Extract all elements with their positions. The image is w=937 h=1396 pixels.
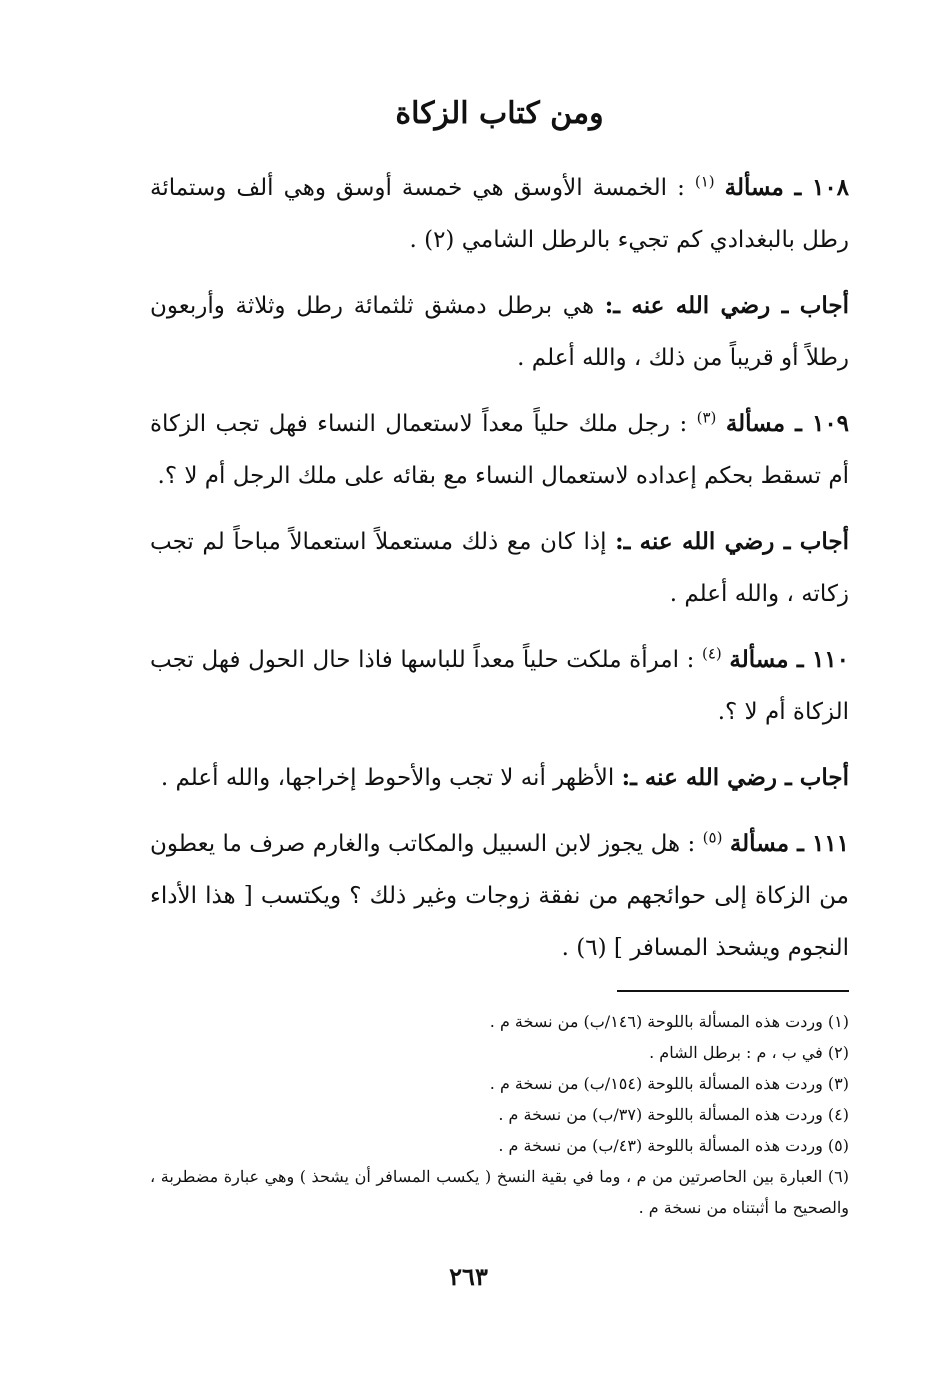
footnote-reference: (٥): [702, 828, 723, 847]
paragraph-answer-110: [150, 752, 849, 804]
chapter-title: ومن كتاب الزكاة: [395, 96, 604, 131]
paragraph-text: : رجل ملك حلياً معداً لاستعمال النساء فهل تجب الزكاة أم تسقط بحكم إعداده لاستعمال النساء مع بقائه على ملك الرجل أم لا ؟.: [150, 411, 849, 489]
footnote-reference: (٤): [701, 644, 722, 663]
paragraph-issue-108: [150, 162, 849, 266]
paragraph-text: : امرأة ملكت حلياً معداً للباسها فاذا حال الحول فهل تجب الزكاة أم لا ؟.: [150, 647, 849, 725]
paragraph-lead: أجاب ـ رضي الله عنه ـ:: [615, 528, 850, 555]
footnote-4: (٤) وردت هذه المسألة باللوحة (٣٧/ب) من نسخة م .: [498, 1105, 849, 1124]
paragraph-issue-109: [150, 398, 849, 502]
footnotes: [150, 1006, 849, 1223]
paragraph-text: إذا كان مع ذلك مستعملاً استعمالاً مباحاً لم تجب زكاته ، والله أعلم .: [150, 529, 849, 607]
footnote-3: (٣) وردت هذه المسألة باللوحة (١٥٤/ب) من نسخة م .: [489, 1074, 849, 1093]
footnote-reference: (١): [694, 172, 715, 191]
paragraph-lead: ١٠٨ ـ مسألة: [724, 174, 850, 201]
footnote-reference: (٣): [696, 408, 717, 427]
footnote-2: (٢) في ب ، م : برطل الشام .: [649, 1043, 849, 1062]
footnote-6: (٦) العبارة بين الحاصرتين من م ، وما في بقية النسخ ( يكسب المسافر أن يشحذ ) وهي عبارة مضطربة ، والصحيح ما أثبتناه من نسخة م .: [150, 1167, 849, 1217]
paragraph-lead: أجاب ـ رضي الله عنه ـ:: [621, 764, 849, 791]
paragraph-lead: ١١١ ـ مسألة: [729, 830, 850, 857]
footnote-1: (١) وردت هذه المسألة باللوحة (١٤٦/ب) من نسخة م .: [489, 1012, 849, 1031]
paragraph-issue-111: [150, 818, 849, 974]
paragraph-text: : الخمسة الأوسق هي خمسة أوسق وهي ألف وستمائة رطل بالبغدادي كم تجيء بالرطل الشامي (٢) .: [150, 175, 849, 253]
page-number: ٢٦٣: [449, 1262, 488, 1291]
paragraph-answer-109: [150, 516, 849, 620]
paragraph-text: : هل يجوز لابن السبيل والمكاتب والغارم صرف ما يعطون من الزكاة إلى حوائجهم من نفقة زوجات وغير ذلك ؟ ويكتسب [ هذا الأداء النجوم ويشحذ المسافر ] (٦) .: [150, 831, 849, 961]
paragraph-issue-110: [150, 634, 849, 738]
paragraph-answer-108: [150, 280, 849, 384]
paragraph-text: الأظهر أنه لا تجب والأحوط إخراجها، والله أعلم .: [160, 765, 615, 791]
paragraph-lead: ١٠٩ ـ مسألة: [725, 410, 850, 437]
paragraph-lead: ١١٠ ـ مسألة: [729, 646, 850, 673]
footnote-5: (٥) وردت هذه المسألة باللوحة (٤٣/ب) من نسخة م .: [498, 1136, 849, 1155]
paragraph-text: هي برطل دمشق ثلثمائة رطل وثلاثة وأربعون رطلاً أو قريباً من ذلك ، والله أعلم .: [150, 293, 849, 371]
paragraph-lead: أجاب ـ رضي الله عنه ـ:: [604, 292, 850, 319]
footnote-separator: [617, 990, 849, 992]
main-text: [150, 162, 849, 974]
